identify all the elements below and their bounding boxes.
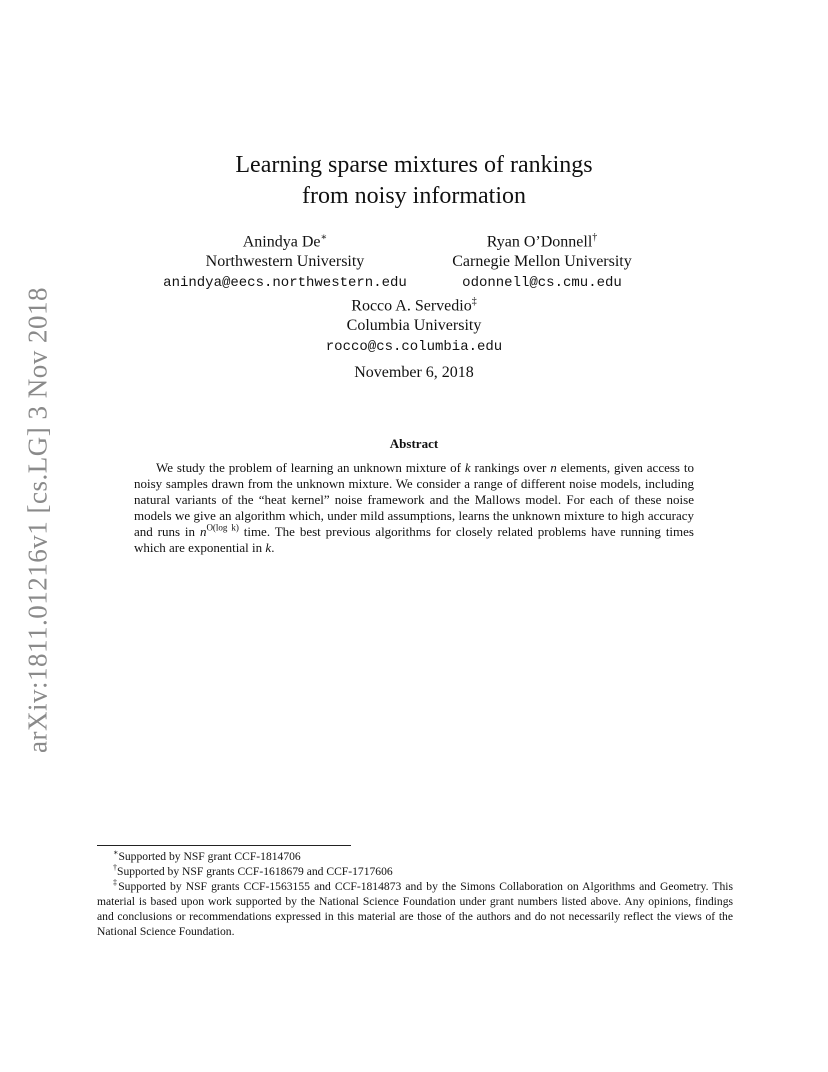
math-exponent: O(log k) xyxy=(206,522,239,533)
math-k: k xyxy=(464,460,471,475)
footnote-item: †Supported by NSF grants CCF-1618679 and CCF-1717606 xyxy=(113,863,393,878)
math-n: n xyxy=(199,524,207,539)
title-line-2: from noisy information xyxy=(302,183,526,209)
paper-title xyxy=(0,150,828,212)
footnotes xyxy=(97,849,733,939)
author-affiliation: Columbia University xyxy=(346,317,482,335)
footnote-item: ∗Supported by NSF grant CCF-1814706 xyxy=(113,848,301,863)
author-email: odonnell@cs.cmu.edu xyxy=(462,275,622,292)
author-block-odonnell xyxy=(428,228,656,293)
footnote-mark: † xyxy=(592,232,598,243)
footnote-mark: ‡ xyxy=(471,296,477,307)
paper-date: November 6, 2018 xyxy=(354,364,474,381)
author-affiliation: Carnegie Mellon University xyxy=(452,253,632,271)
author-name: Anindya De∗ xyxy=(242,232,328,251)
arxiv-identifier: arXiv:1811.01216v1 [cs.LG] 3 Nov 2018 xyxy=(22,287,53,753)
abstract-heading: Abstract xyxy=(389,436,439,451)
author-name: Ryan O’Donnell† xyxy=(486,232,598,251)
author-email: anindya@eecs.northwestern.edu xyxy=(163,275,407,292)
author-block-servedio xyxy=(279,292,549,357)
footnote-divider xyxy=(97,845,351,846)
math-n: n xyxy=(550,460,557,475)
author-name: Rocco A. Servedio‡ xyxy=(351,296,477,315)
author-block-de xyxy=(150,228,420,293)
footnote-mark: ∗ xyxy=(320,232,328,243)
author-affiliation: Northwestern University xyxy=(205,253,365,271)
title-line-1: Learning sparse mixtures of rankings xyxy=(235,152,593,178)
math-k: k xyxy=(265,540,272,555)
footnote-item: ‡Supported by NSF grants CCF-1563155 and CCF-1814873 and by the Simons Collaboration on Algorithms and Geometry. This material is based upon work supported by the National Science Foundation under grant numbers listed above. Any opinions, findings and conclusions or recommendations expressed in this material are those of the authors and do not necessarily reflect the views of the National Science Foundation. xyxy=(97,878,734,938)
author-email: rocco@cs.columbia.edu xyxy=(325,339,503,356)
abstract-body: We study the problem of learning an unknown mixture of k rankings over n elements, given access to noisy samples drawn from the unknown mixture. We consider a range of different noise models, including natural variants of the “heat kernel” noise framework and the Mallows model. For each of these noise models we give an algorithm which, under mild assumptions, learns the unknown mixture to high accuracy and runs in $n^{O(log k)}$ time. The best previous algorithms for closely related problems have running times which are exponential in k. xyxy=(134,460,695,555)
